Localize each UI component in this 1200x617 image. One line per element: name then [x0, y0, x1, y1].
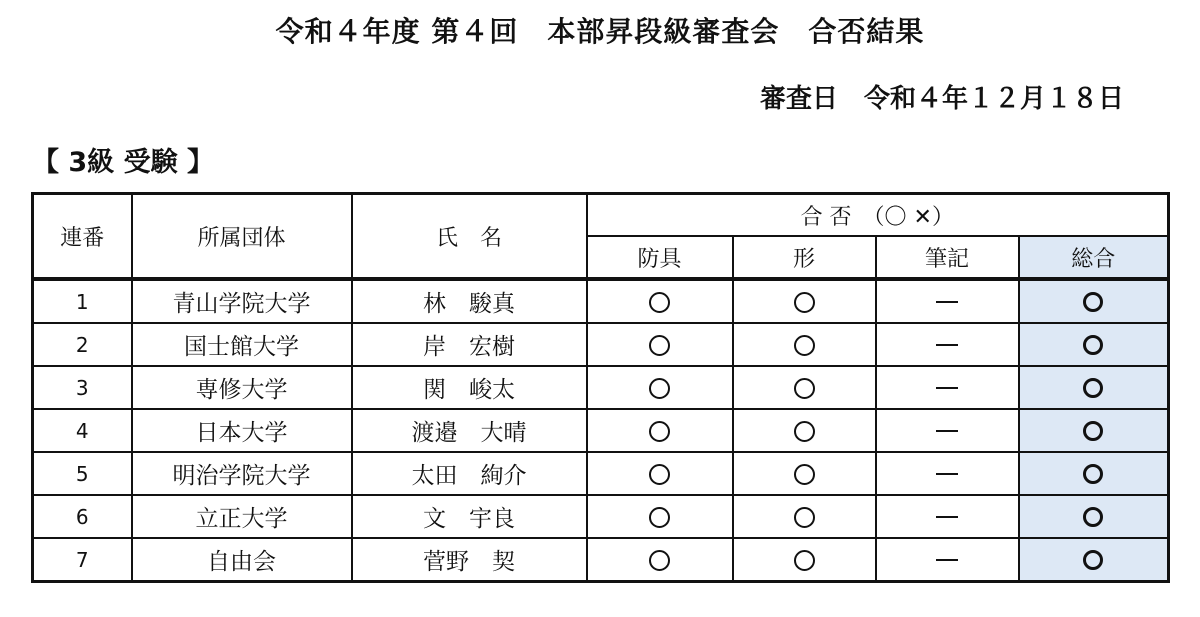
- section-heading: 【 3級 受験 】: [32, 147, 214, 178]
- circle-icon: [794, 464, 815, 485]
- dash-icon: [936, 473, 958, 475]
- pass-mark-icon: [649, 332, 670, 358]
- cell-affiliation: 青山学院大学: [132, 279, 352, 323]
- circle-icon: [649, 292, 670, 313]
- table-row: [33, 495, 1169, 538]
- cell-no: 6: [33, 495, 132, 538]
- cell-no: 4: [33, 409, 132, 452]
- pass-mark-icon: [1083, 375, 1103, 401]
- pass-mark-icon: [794, 461, 815, 487]
- cell-bougu: [587, 366, 733, 409]
- exempt-dash-icon: [936, 461, 958, 487]
- circle-icon: [794, 292, 815, 313]
- pass-mark-icon: [794, 289, 815, 315]
- circle-icon: [1083, 507, 1103, 527]
- cell-sogo: [1019, 279, 1169, 323]
- exempt-dash-icon: [936, 332, 958, 358]
- cell-kata: [733, 366, 876, 409]
- pass-mark-icon: [794, 418, 815, 444]
- cell-bougu: [587, 452, 733, 495]
- dash-icon: [936, 344, 958, 346]
- header-sogo: 総合: [1019, 236, 1169, 279]
- header-kata: 形: [733, 236, 876, 279]
- pass-mark-icon: [1083, 504, 1103, 530]
- cell-no: 7: [33, 538, 132, 582]
- page-title: 令和４年度 第４回 本部昇段級審査会 合否結果: [275, 15, 925, 48]
- exempt-dash-icon: [936, 547, 958, 573]
- cell-bougu: [587, 279, 733, 323]
- cell-name: 岸 宏樹: [352, 323, 587, 366]
- pass-mark-icon: [649, 461, 670, 487]
- cell-affiliation: 明治学院大学: [132, 452, 352, 495]
- header-result-group: 合 否 （〇 ✕）: [587, 194, 1169, 237]
- dash-icon: [936, 301, 958, 303]
- cell-sogo: [1019, 409, 1169, 452]
- circle-icon: [794, 507, 815, 528]
- pass-mark-icon: [649, 418, 670, 444]
- table-row: [33, 366, 1169, 409]
- table-row: [33, 409, 1169, 452]
- cell-kata: [733, 323, 876, 366]
- circle-icon: [649, 507, 670, 528]
- exam-date: 審査日 令和４年１２月１８日: [759, 84, 1124, 114]
- cell-hikki: [876, 279, 1019, 323]
- cell-no: 5: [33, 452, 132, 495]
- cell-hikki: [876, 323, 1019, 366]
- cell-no: 2: [33, 323, 132, 366]
- circle-icon: [794, 378, 815, 399]
- cell-name: 林 駿真: [352, 279, 587, 323]
- cell-name: 太田 絢介: [352, 452, 587, 495]
- pass-mark-icon: [649, 289, 670, 315]
- circle-icon: [1083, 292, 1103, 312]
- cell-kata: [733, 279, 876, 323]
- cell-affiliation: 立正大学: [132, 495, 352, 538]
- cell-kata: [733, 409, 876, 452]
- results-body: [33, 279, 1169, 582]
- cell-affiliation: 日本大学: [132, 409, 352, 452]
- header-affiliation: 所属団体: [132, 194, 352, 280]
- circle-icon: [1083, 550, 1103, 570]
- cell-name: 関 峻太: [352, 366, 587, 409]
- pass-mark-icon: [794, 332, 815, 358]
- exempt-dash-icon: [936, 504, 958, 530]
- exempt-dash-icon: [936, 375, 958, 401]
- circle-icon: [1083, 464, 1103, 484]
- cell-no: 3: [33, 366, 132, 409]
- circle-icon: [649, 335, 670, 356]
- cell-hikki: [876, 538, 1019, 582]
- cell-sogo: [1019, 366, 1169, 409]
- cell-name: 菅野 契: [352, 538, 587, 582]
- cell-hikki: [876, 452, 1019, 495]
- circle-icon: [649, 550, 670, 571]
- cell-bougu: [587, 323, 733, 366]
- cell-affiliation: 自由会: [132, 538, 352, 582]
- pass-mark-icon: [1083, 332, 1103, 358]
- cell-hikki: [876, 495, 1019, 538]
- cell-name: 渡邉 大晴: [352, 409, 587, 452]
- cell-kata: [733, 452, 876, 495]
- pass-mark-icon: [1083, 461, 1103, 487]
- header-no: 連番: [33, 194, 132, 280]
- dash-icon: [936, 559, 958, 561]
- pass-mark-icon: [649, 547, 670, 573]
- dash-icon: [936, 430, 958, 432]
- exempt-dash-icon: [936, 418, 958, 444]
- cell-hikki: [876, 366, 1019, 409]
- cell-kata: [733, 538, 876, 582]
- circle-icon: [794, 550, 815, 571]
- circle-icon: [1083, 421, 1103, 441]
- circle-icon: [794, 335, 815, 356]
- cell-hikki: [876, 409, 1019, 452]
- pass-mark-icon: [1083, 547, 1103, 573]
- dash-icon: [936, 387, 958, 389]
- table-row: [33, 279, 1169, 323]
- pass-mark-icon: [649, 375, 670, 401]
- results-table: [31, 192, 1170, 583]
- pass-mark-icon: [794, 504, 815, 530]
- cell-name: 文 宇良: [352, 495, 587, 538]
- circle-icon: [649, 464, 670, 485]
- header-name: 氏 名: [352, 194, 587, 280]
- cell-bougu: [587, 538, 733, 582]
- table-row: [33, 323, 1169, 366]
- circle-icon: [1083, 335, 1103, 355]
- cell-no: 1: [33, 279, 132, 323]
- exempt-dash-icon: [936, 289, 958, 315]
- pass-mark-icon: [1083, 289, 1103, 315]
- pass-mark-icon: [794, 547, 815, 573]
- cell-kata: [733, 495, 876, 538]
- table-row: [33, 538, 1169, 582]
- table-row: [33, 452, 1169, 495]
- circle-icon: [794, 421, 815, 442]
- header-hikki: 筆記: [876, 236, 1019, 279]
- cell-affiliation: 国士館大学: [132, 323, 352, 366]
- header-bougu: 防具: [587, 236, 733, 279]
- cell-sogo: [1019, 538, 1169, 582]
- cell-affiliation: 専修大学: [132, 366, 352, 409]
- cell-sogo: [1019, 452, 1169, 495]
- pass-mark-icon: [794, 375, 815, 401]
- cell-bougu: [587, 495, 733, 538]
- circle-icon: [649, 378, 670, 399]
- pass-mark-icon: [1083, 418, 1103, 444]
- dash-icon: [936, 516, 958, 518]
- cell-bougu: [587, 409, 733, 452]
- cell-sogo: [1019, 495, 1169, 538]
- circle-icon: [1083, 378, 1103, 398]
- cell-sogo: [1019, 323, 1169, 366]
- circle-icon: [649, 421, 670, 442]
- pass-mark-icon: [649, 504, 670, 530]
